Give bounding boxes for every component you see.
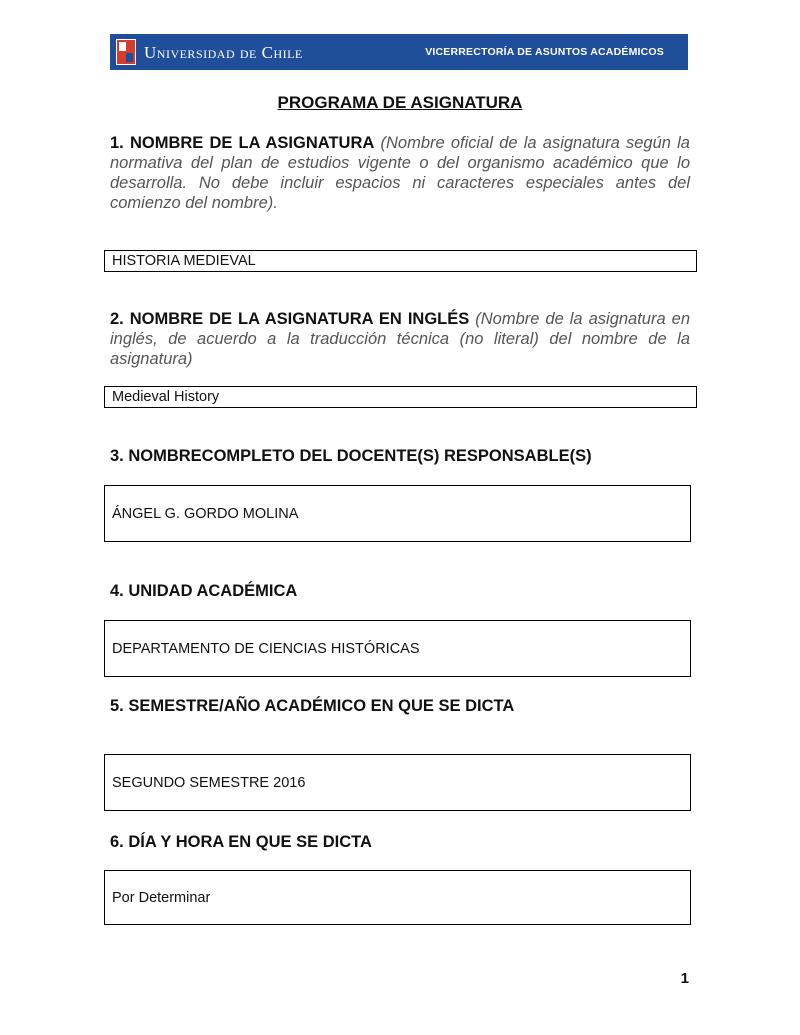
section-title: 2. NOMBRE DE LA ASIGNATURA EN INGLÉS <box>110 310 470 328</box>
course-name-field: HISTORIA MEDIEVAL <box>104 250 697 272</box>
section-course-name-english <box>110 309 690 369</box>
section-semester <box>110 696 690 716</box>
page-title: PROGRAMA DE ASIGNATURA <box>277 93 523 112</box>
semester-field: SEGUNDO SEMESTRE 2016 <box>104 754 691 811</box>
section-heading <box>110 696 690 716</box>
section-heading <box>110 133 690 213</box>
section-note: (Nombre de la asignatura en inglés, de acuerdo a la traducción técnica (no literal) del nombre de la asignatura) <box>110 310 690 368</box>
section-teacher <box>110 446 690 466</box>
university-shield-icon <box>116 39 136 65</box>
section-heading <box>110 832 690 852</box>
academic-unit-field: DEPARTAMENTO DE CIENCIAS HISTÓRICAS <box>104 620 691 677</box>
section-heading <box>110 446 690 466</box>
header-banner <box>110 34 688 70</box>
section-academic-unit <box>110 581 690 601</box>
university-name: Universidad de Chile <box>144 43 303 62</box>
section-title: 5. SEMESTRE/AÑO ACADÉMICO EN QUE SE DICTA <box>110 697 515 715</box>
section-note: (Nombre oficial de la asignatura según la normativa del plan de estudios vigente o del organismo académico que lo desarrolla. No debe incluir espacios ni caracteres especiales antes del comienzo del nombre). <box>110 134 690 212</box>
office-name: VICERRECTORÍA DE ASUNTOS ACADÉMICOS <box>425 46 664 58</box>
section-title: 3. NOMBRECOMPLETO DEL DOCENTE(S) RESPONSABLE(S) <box>110 447 592 465</box>
schedule-field: Por Determinar <box>104 870 691 925</box>
section-schedule <box>110 832 690 852</box>
section-heading <box>110 309 690 369</box>
section-course-name <box>110 133 690 213</box>
section-title: 1. NOMBRE DE LA ASIGNATURA <box>110 134 375 152</box>
section-heading <box>110 581 690 601</box>
section-title: 4. UNIDAD ACADÉMICA <box>110 582 298 600</box>
page-number: 1 <box>680 970 689 987</box>
teacher-field: ÁNGEL G. GORDO MOLINA <box>104 485 691 542</box>
course-name-english-field: Medieval History <box>104 386 697 408</box>
section-title: 6. DÍA Y HORA EN QUE SE DICTA <box>110 833 372 851</box>
